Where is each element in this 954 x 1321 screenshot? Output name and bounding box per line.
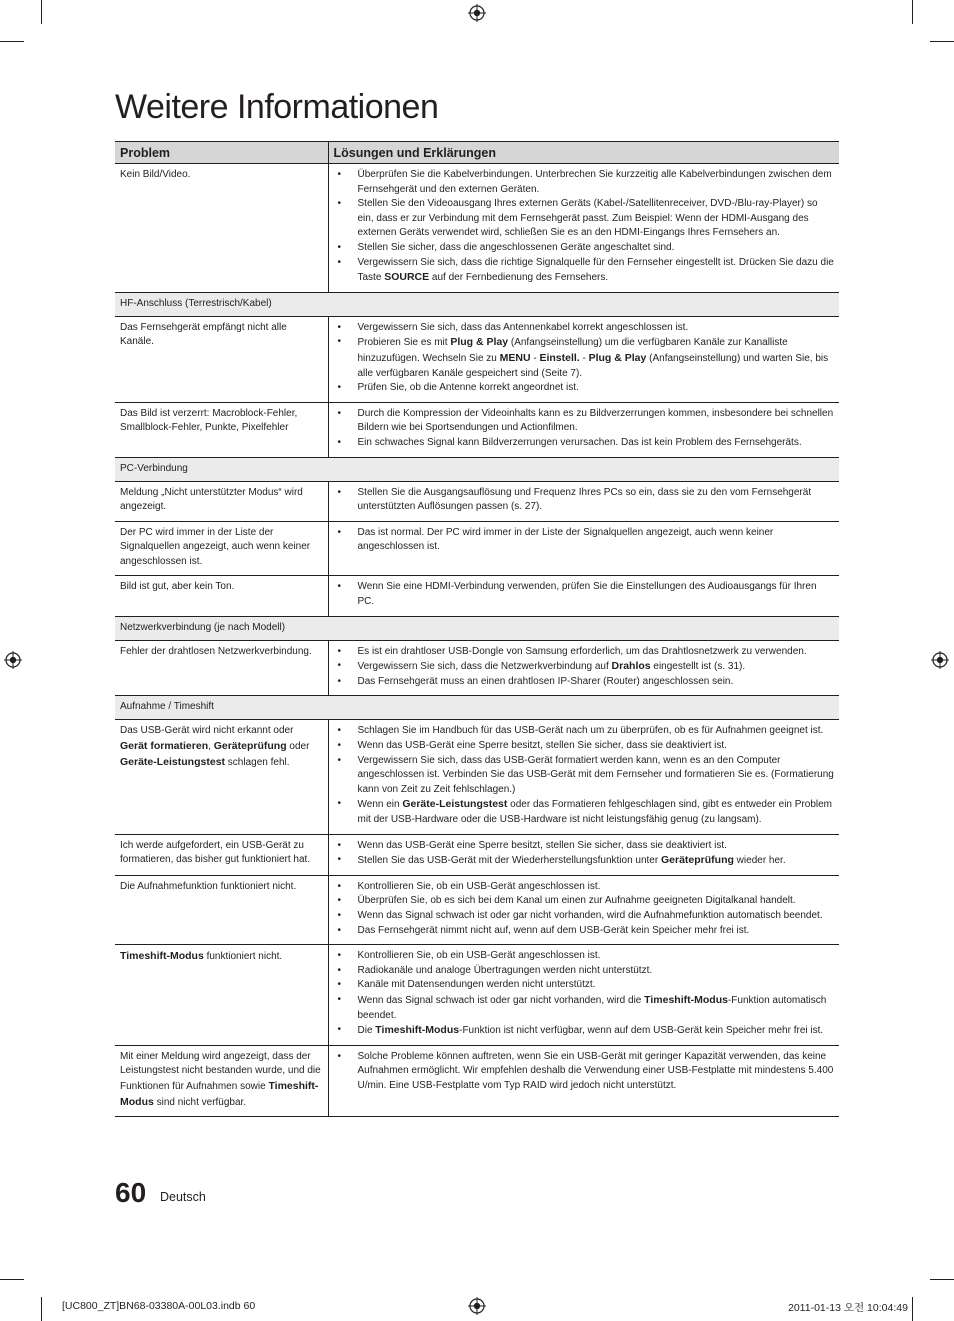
text-span: Wenn ein [357, 799, 403, 811]
crop-mark [912, 0, 913, 24]
problem-cell [115, 720, 328, 834]
solution-cell [328, 945, 839, 1046]
section-heading-recording: Aufnahme / Timeshift [115, 696, 839, 720]
solution-cell [328, 834, 839, 875]
solution-cell [328, 640, 839, 696]
solution-cell [328, 481, 839, 521]
text-span: auf der Fernbedienung des Fernsehers. [429, 272, 609, 284]
text-span: , [208, 741, 214, 753]
keyword: Timeshift-Modus [375, 1024, 460, 1037]
table-row [115, 521, 839, 576]
crop-mark [0, 1279, 24, 1280]
registration-mark-icon [4, 651, 22, 669]
text-span: Das USB-Gerät wird nicht erkannt oder [120, 725, 294, 737]
solution-item: • Prüfen Sie, ob die Antenne korrekt angeordnet ist. [329, 381, 836, 396]
text-span: (Anfangseinstellung) um die verfügbaren Kanäle zur Kanalliste hinzuzufügen. Wechseln Sie zu [357, 337, 788, 364]
keyword: Geräteprüfung [213, 740, 287, 753]
table-row [115, 834, 839, 875]
text-span: Mit einer Meldung wird angezeigt, dass der Leistungstest nicht bestanden wurde, und die Funktionen für Aufnahmen sowie [120, 1050, 321, 1092]
solution-item [329, 335, 836, 381]
problem-cell: Ich werde aufgefordert, ein USB-Gerät zu formatieren, das bisher gut funktioniert hat. [115, 834, 328, 875]
keyword: Drahlos [611, 660, 651, 673]
section-row [115, 457, 839, 481]
text-span: -Funktion automatisch beendet. [357, 994, 827, 1021]
table-row [115, 576, 839, 616]
section-heading-rf: HF-Anschluss (Terrestrisch/Kabel) [115, 292, 839, 316]
keyword: Geräte-Leistungstest [120, 755, 226, 768]
crop-mark [41, 1297, 42, 1321]
table-row [115, 1045, 839, 1116]
keyword: Timeshift-Modus [120, 950, 204, 963]
text-span: -Funktion ist nicht verfügbar, wenn auf dem USB-Gerät kein Speicher mehr frei ist. [459, 1025, 824, 1037]
keyword: Timeshift-Modus [120, 1079, 319, 1108]
table-row [115, 402, 839, 457]
keyword: Gerät formatieren [120, 740, 209, 753]
solution-item [329, 853, 836, 869]
problem-cell: Das Bild ist verzerrt: Macroblock-Fehler, Smallblock-Fehler, Punkte, Pixelfehler [115, 402, 328, 457]
solution-item: • Wenn das USB-Gerät eine Sperre besitzt, stellen Sie sicher, dass sie deaktiviert ist. [329, 839, 836, 854]
solution-item: • Überprüfen Sie, ob es sich bei dem Kanal um einen zur Aufnahme geeigneten Digitalkanal handelt. [329, 894, 836, 909]
text-span: Wenn das Signal schwach ist oder gar nicht vorhanden, wird die [357, 994, 645, 1006]
text-span: Probieren Sie es mit [357, 337, 451, 349]
solution-item: • Solche Probleme können auftreten, wenn Sie ein USB-Gerät mit geringer Kapazität verwenden, das keine Aufnahmen ermöglicht. Wir empfehlen deshalb die Verwendung einer USB-Festplatte mit mindestens 5.400 U/min. Eine USB-Festplatte vom Typ RAID wird jedoch nicht unterstützt. [329, 1050, 836, 1094]
solution-cell [328, 164, 839, 293]
table-row [115, 640, 839, 696]
solution-item: • Kontrollieren Sie, ob ein USB-Gerät angeschlossen ist. [329, 949, 836, 964]
solution-item: • Das Fernsehgerät nimmt nicht auf, wenn auf dem USB-Gerät kein Speicher mehr frei ist. [329, 924, 836, 939]
troubleshooting-table [115, 141, 839, 1117]
text-span: - [530, 352, 540, 364]
text-span: funktioniert nicht. [203, 951, 283, 963]
keyword: MENU [499, 351, 531, 364]
page-number: 60 [115, 1177, 147, 1208]
problem-cell: Meldung „Nicht unterstützter Modus“ wird angezeigt. [115, 481, 328, 521]
page-title: Weitere Informationen [115, 88, 439, 126]
problem-cell: Kein Bild/Video. [115, 164, 328, 293]
solution-item: • Das ist normal. Der PC wird immer in der Liste der Signalquellen angezeigt, auch wenn keiner angeschlossen ist. [329, 526, 836, 555]
button-name-source: SOURCE [384, 271, 430, 284]
text-span: - [579, 352, 589, 364]
solution-cell [328, 875, 839, 944]
column-header-problem: Problem [115, 142, 328, 164]
solution-item: • Schlagen Sie im Handbuch für das USB-Gerät nach um zu überprüfen, ob es für Aufnahmen geeignet ist. [329, 724, 836, 739]
solution-item [329, 1023, 836, 1039]
keyword: Timeshift-Modus [644, 993, 728, 1006]
table-row [115, 875, 839, 944]
solution-item: • Wenn Sie eine HDMI-Verbindung verwenden, prüfen Sie die Einstellungen des Audioausgangs für Ihren PC. [329, 580, 836, 609]
text-span: wieder her. [733, 855, 786, 867]
text-span: oder das Formatieren fehlgeschlagen sind, gibt es entweder ein Problem mit der USB-Hardware oder die USB-Hardware ist nicht leistungsfähig genug (zu langsam). [357, 799, 833, 825]
crop-mark [930, 41, 954, 42]
crop-mark [41, 0, 42, 24]
table-row [115, 720, 839, 834]
registration-mark-icon [468, 1297, 486, 1315]
solution-item: • Vergewissern Sie sich, dass das Antennenkabel korrekt angeschlossen ist. [329, 321, 836, 336]
text-span: Vergewissern Sie sich, dass die Netzwerkverbindung auf [357, 661, 612, 673]
keyword: Plug & Play [588, 351, 647, 364]
text-span: Die [357, 1025, 376, 1037]
table-row [115, 481, 839, 521]
keyword: Einstell. [539, 351, 580, 364]
solution-item: • Durch die Kompression der Videoinhalts kann es zu Bildverzerrungen kommen, insbesondere bei schnellen Bildern wie bei Sportsendungen und Actionfilmen. [329, 407, 836, 436]
crop-mark [0, 41, 24, 42]
solution-item: • Kanäle mit Datensendungen werden nicht unterstützt. [329, 978, 836, 993]
registration-mark-icon [931, 651, 949, 669]
problem-cell [115, 1045, 328, 1116]
text-span: schlagen fehl. [225, 756, 290, 768]
problem-cell: Die Aufnahmefunktion funktioniert nicht. [115, 875, 328, 944]
solution-item: • Wenn das Signal schwach ist oder gar nicht vorhanden, wird die Aufnahmefunktion automatisch beendet. [329, 909, 836, 924]
solution-item [329, 797, 836, 827]
table-row [115, 945, 839, 1046]
section-heading-pc: PC-Verbindung [115, 457, 839, 481]
text-span: (Anfangseinstellung) und warten Sie, bis alle verfügbaren Kanäle gespeichert sind (Seite 7). [357, 352, 829, 379]
solution-item: • Es ist ein drahtloser USB-Dongle von Samsung erforderlich, um das Drahtlosnetzwerk zu verwenden. [329, 645, 836, 660]
page-language: Deutsch [160, 1190, 206, 1204]
text-span: Stellen Sie das USB-Gerät mit der Wiederherstellungsfunktion unter [357, 855, 661, 867]
section-row [115, 292, 839, 316]
solution-item: • Stellen Sie sicher, dass die angeschlossenen Geräte angeschaltet sind. [329, 241, 836, 256]
section-row [115, 696, 839, 720]
crop-mark [930, 1279, 954, 1280]
solution-item: • Wenn das USB-Gerät eine Sperre besitzt, stellen Sie sicher, dass sie deaktiviert ist. [329, 739, 836, 754]
solution-cell [328, 402, 839, 457]
registration-mark-icon [468, 4, 486, 22]
solution-item [329, 256, 836, 286]
print-slug-date: 2011-01-13 오전 10:04:49 [788, 1302, 908, 1314]
solution-cell [328, 576, 839, 616]
table-header-row [115, 142, 839, 164]
problem-cell: Fehler der drahtlosen Netzwerkverbindung. [115, 640, 328, 696]
problem-cell [115, 945, 328, 1046]
problem-cell: Bild ist gut, aber kein Ton. [115, 576, 328, 616]
solution-item: • Stellen Sie den Videoausgang Ihres externen Geräts (Kabel-/Satellitenreceiver, DVD-/Blu-ray-Player) so ein, dass er zur Verbindung mit dem Fernsehgerät passt. Zum Beispiel: Wenn der HDMI-Ausgang des externen Geräts verwendet wird, schließen Sie es an den HDMI-Eingangs Ihres Fernsehers an. [329, 197, 836, 241]
keyword: Geräte-Leistungstest [402, 798, 508, 811]
solution-cell [328, 521, 839, 576]
solution-item: • Vergewissern Sie sich, dass das USB-Gerät formatiert werden kann, wenn es an den Computer angeschlossen ist. Verbinden Sie das USB-Gerät mit dem Fernseher und formatieren Sie es. (Formatierung kann von Zeit zu Zeit fehlschlagen.) [329, 754, 836, 798]
solution-cell [328, 720, 839, 834]
solution-cell [328, 1045, 839, 1116]
crop-mark [912, 1297, 913, 1321]
problem-cell: Der PC wird immer in der Liste der Signalquellen angezeigt, auch wenn keiner angeschlossen ist. [115, 521, 328, 576]
text-span: eingestellt ist (s. 31). [650, 661, 746, 673]
print-slug-file: [UC800_ZT]BN68-03380A-00L03.indb 60 [62, 1300, 256, 1312]
solution-item: • Das Fernsehgerät muss an einen drahtlosen IP-Sharer (Router) angeschlossen sein. [329, 675, 836, 690]
table-row [115, 316, 839, 402]
section-heading-network: Netzwerkverbindung (je nach Modell) [115, 616, 839, 640]
keyword: Plug & Play [450, 336, 509, 349]
keyword: Geräteprüfung [660, 854, 734, 867]
section-row [115, 616, 839, 640]
text-span: sind nicht verfügbar. [153, 1096, 247, 1108]
solution-item: • Ein schwaches Signal kann Bildverzerrungen verursachen. Das ist kein Problem des Fernsehgeräts. [329, 436, 836, 451]
column-header-solution: Lösungen und Erklärungen [328, 142, 839, 164]
solution-item [329, 993, 836, 1023]
solution-cell [328, 316, 839, 402]
problem-cell: Das Fernsehgerät empfängt nicht alle Kanäle. [115, 316, 328, 402]
solution-item: • Stellen Sie die Ausgangsauflösung und Frequenz Ihres PCs so ein, dass sie zu den vom Fernsehgerät unterstützten Auflösungen passen (s. 27). [329, 486, 836, 515]
solution-item: • Kontrollieren Sie, ob ein USB-Gerät angeschlossen ist. [329, 880, 836, 895]
text-span: Vergewissern Sie sich, dass die richtige Signalquelle für den Fernseher eingestellt ist. Drücken Sie dazu die Taste [357, 256, 834, 284]
solution-item: • Überprüfen Sie die Kabelverbindungen. Unterbrechen Sie kurzzeitig alle Kabelverbindungen zwischen dem Fernsehgerät und den externen Geräten. [329, 168, 836, 197]
table-row [115, 164, 839, 293]
solution-item: • Radiokanäle und analoge Übertragungen werden nicht unterstützt. [329, 964, 836, 979]
solution-item [329, 659, 836, 675]
text-span: oder [286, 741, 310, 753]
